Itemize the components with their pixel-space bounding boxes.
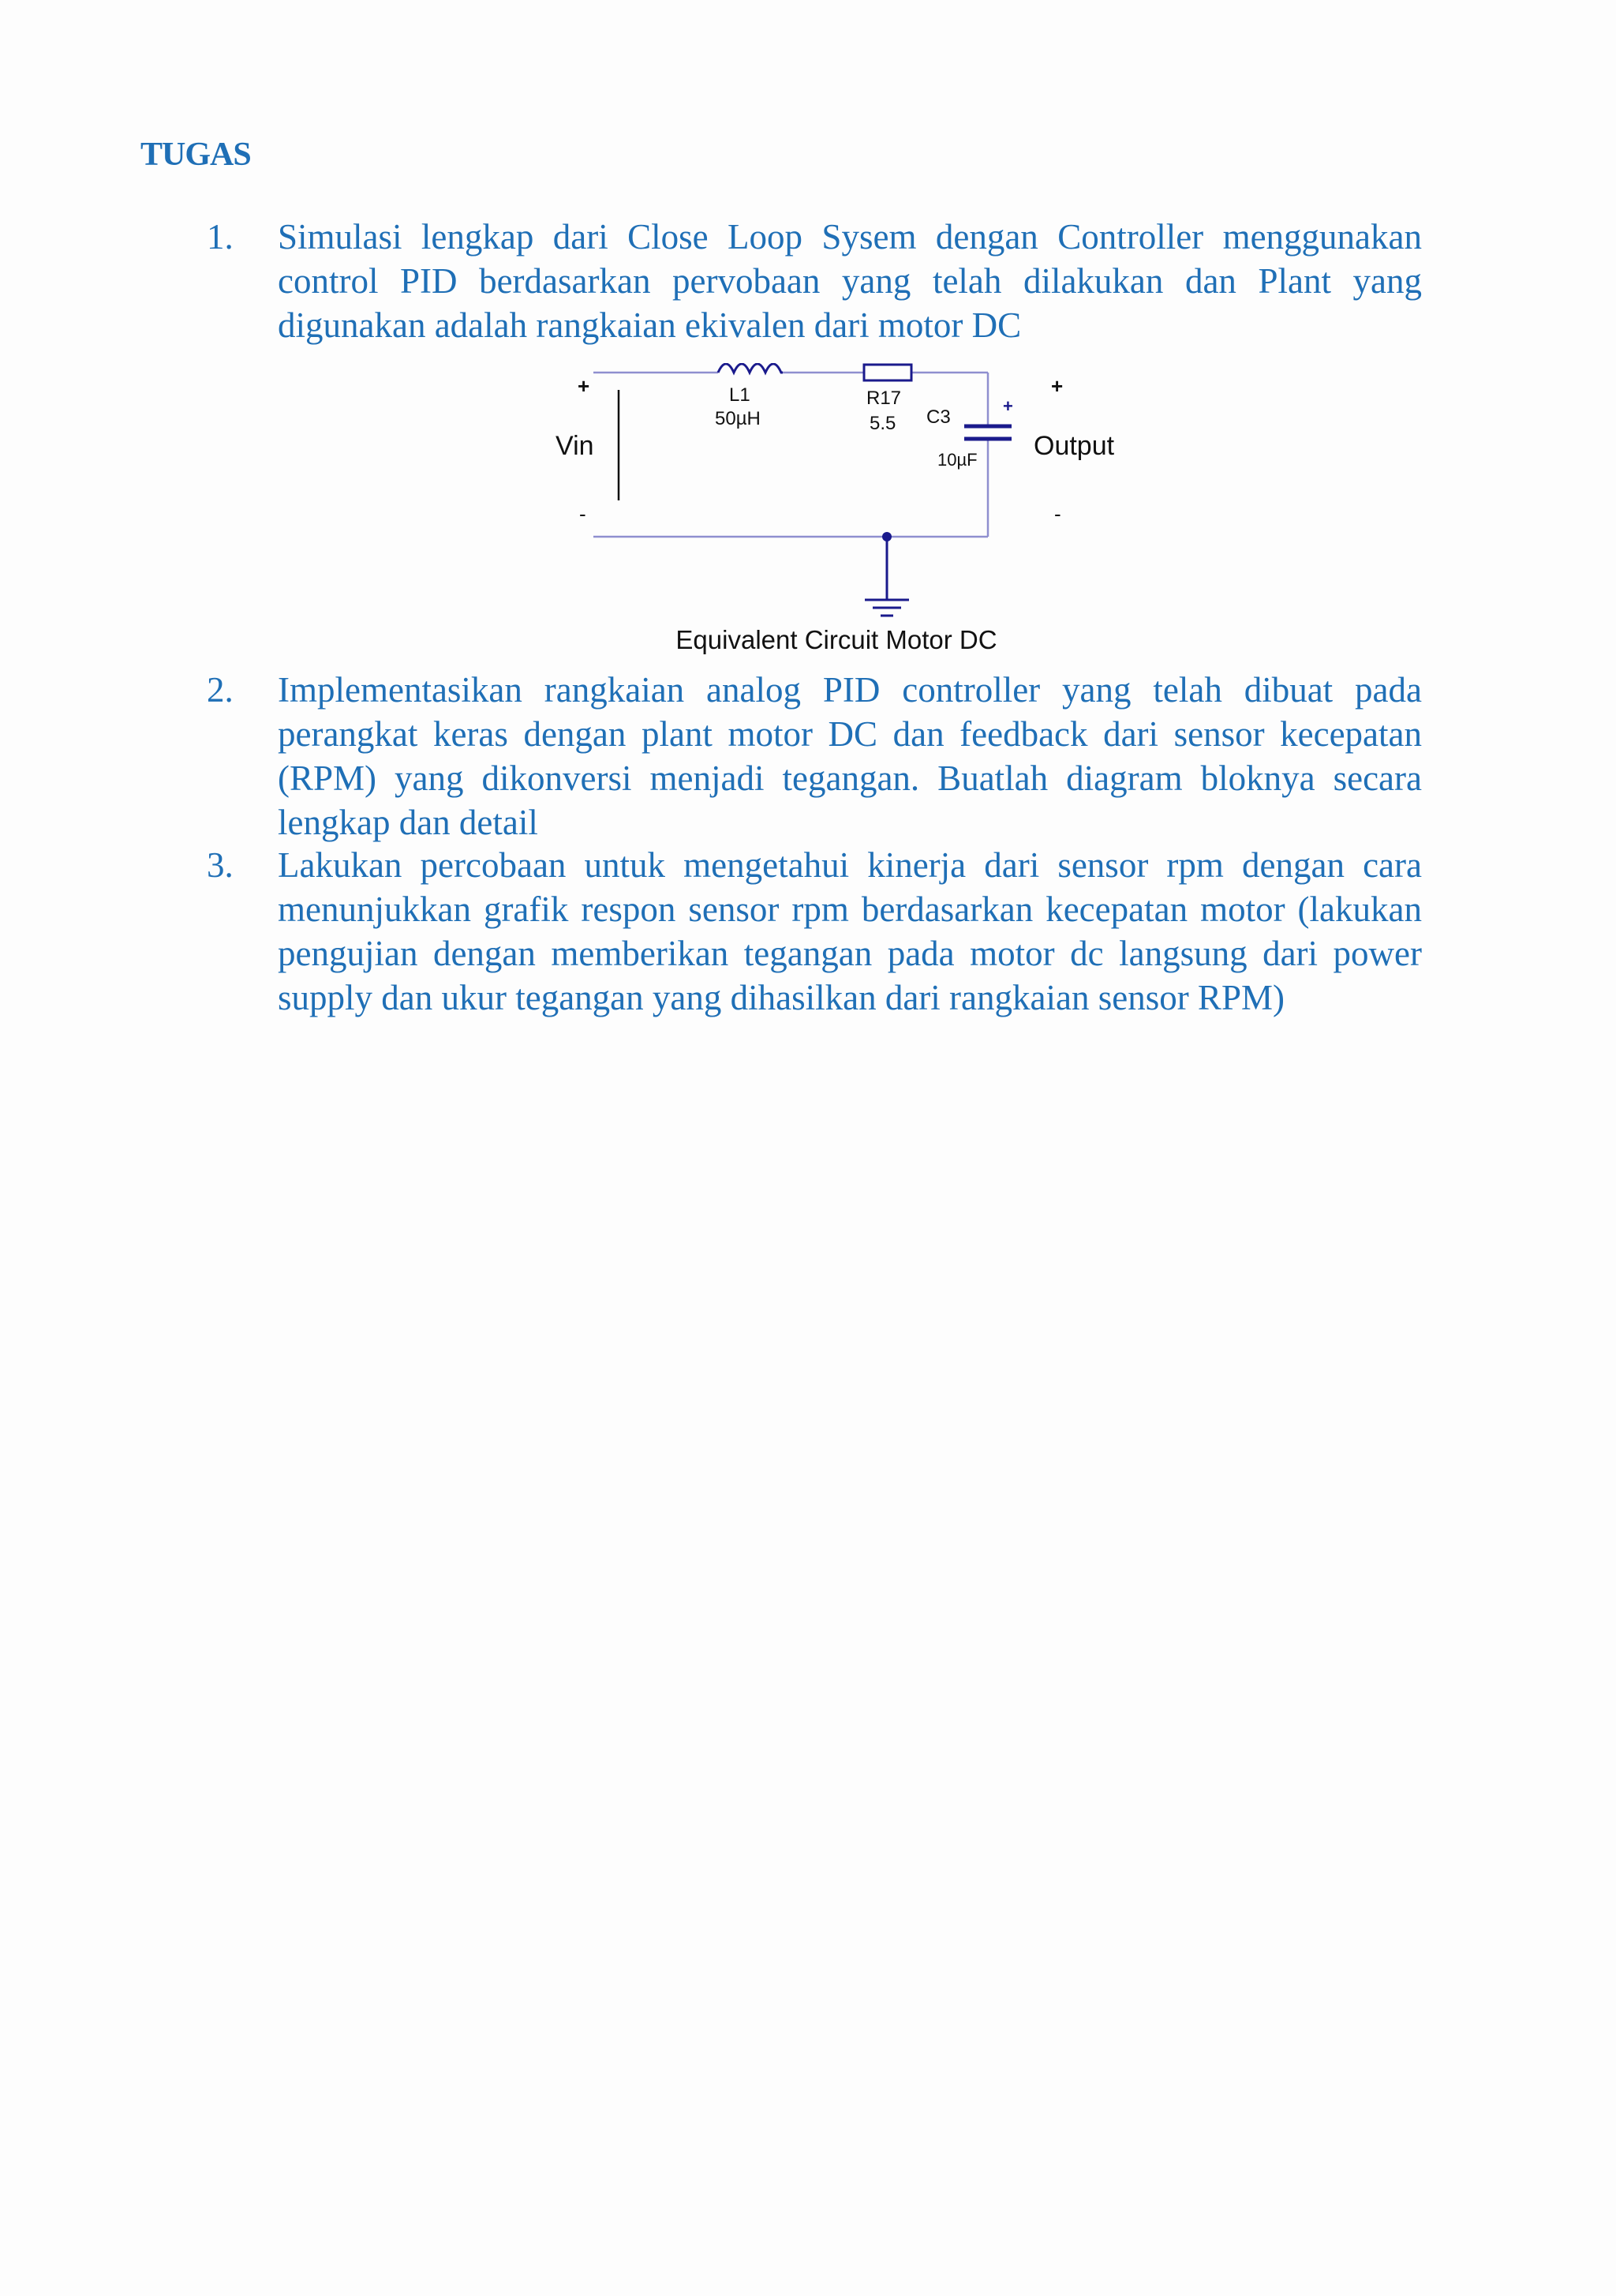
vin-label: Vin <box>556 431 594 461</box>
capacitor-polarity-label: + <box>1003 396 1013 416</box>
output-plus-label: + <box>1051 374 1064 398</box>
inductor-symbol <box>718 364 783 373</box>
document-heading: TUGAS <box>140 137 251 173</box>
ground-icon <box>865 532 909 616</box>
circuit-wires <box>593 373 988 537</box>
circuit-caption: Equivalent Circuit Motor DC <box>675 625 997 654</box>
resistor-name-label: R17 <box>866 388 902 409</box>
capacitor-symbol <box>964 426 1012 439</box>
resistor-symbol <box>864 365 911 380</box>
list-item-number: 2. <box>207 670 234 710</box>
resistor-value-label: 5.5 <box>870 413 896 434</box>
list-item-text: Implementasikan rangkaian analog PID controller yang telah dibuat pada perangkat keras dengan plant motor DC dan feedback dari sensor kecepatan (RPM) yang dikonversi menjadi tegangan. Buatlah diagram bloknya secara lengkap dan detail <box>278 670 1422 842</box>
output-minus-label: - <box>1054 502 1061 526</box>
list-item-number: 3. <box>207 845 234 885</box>
inductor-name-label: L1 <box>729 384 750 406</box>
vin-plus-label: + <box>578 374 590 398</box>
capacitor-value-label: 10µF <box>937 450 978 470</box>
list-item-number: 1. <box>207 217 234 257</box>
capacitor-name-label: C3 <box>926 406 951 428</box>
output-label: Output <box>1034 431 1115 461</box>
equivalent-circuit-diagram <box>537 363 1136 671</box>
inductor-value-label: 50µH <box>715 408 761 429</box>
vin-minus-label: - <box>579 502 586 526</box>
list-item-text: Simulasi lengkap dari Close Loop Sysem dengan Controller menggunakan control PID berdasarkan pervobaan yang telah dilakukan dan Plant yang digunakan adalah rangkaian ekivalen dari motor DC <box>278 217 1422 345</box>
list-item-text: Lakukan percobaan untuk mengetahui kinerja dari sensor rpm dengan cara menunjukkan grafik respon sensor rpm berdasarkan kecepatan motor (lakukan pengujian dengan memberikan tegangan pada motor dc langsung dari power supply dan ukur tegangan yang dihasilkan dari rangkaian sensor RPM) <box>278 845 1422 1017</box>
